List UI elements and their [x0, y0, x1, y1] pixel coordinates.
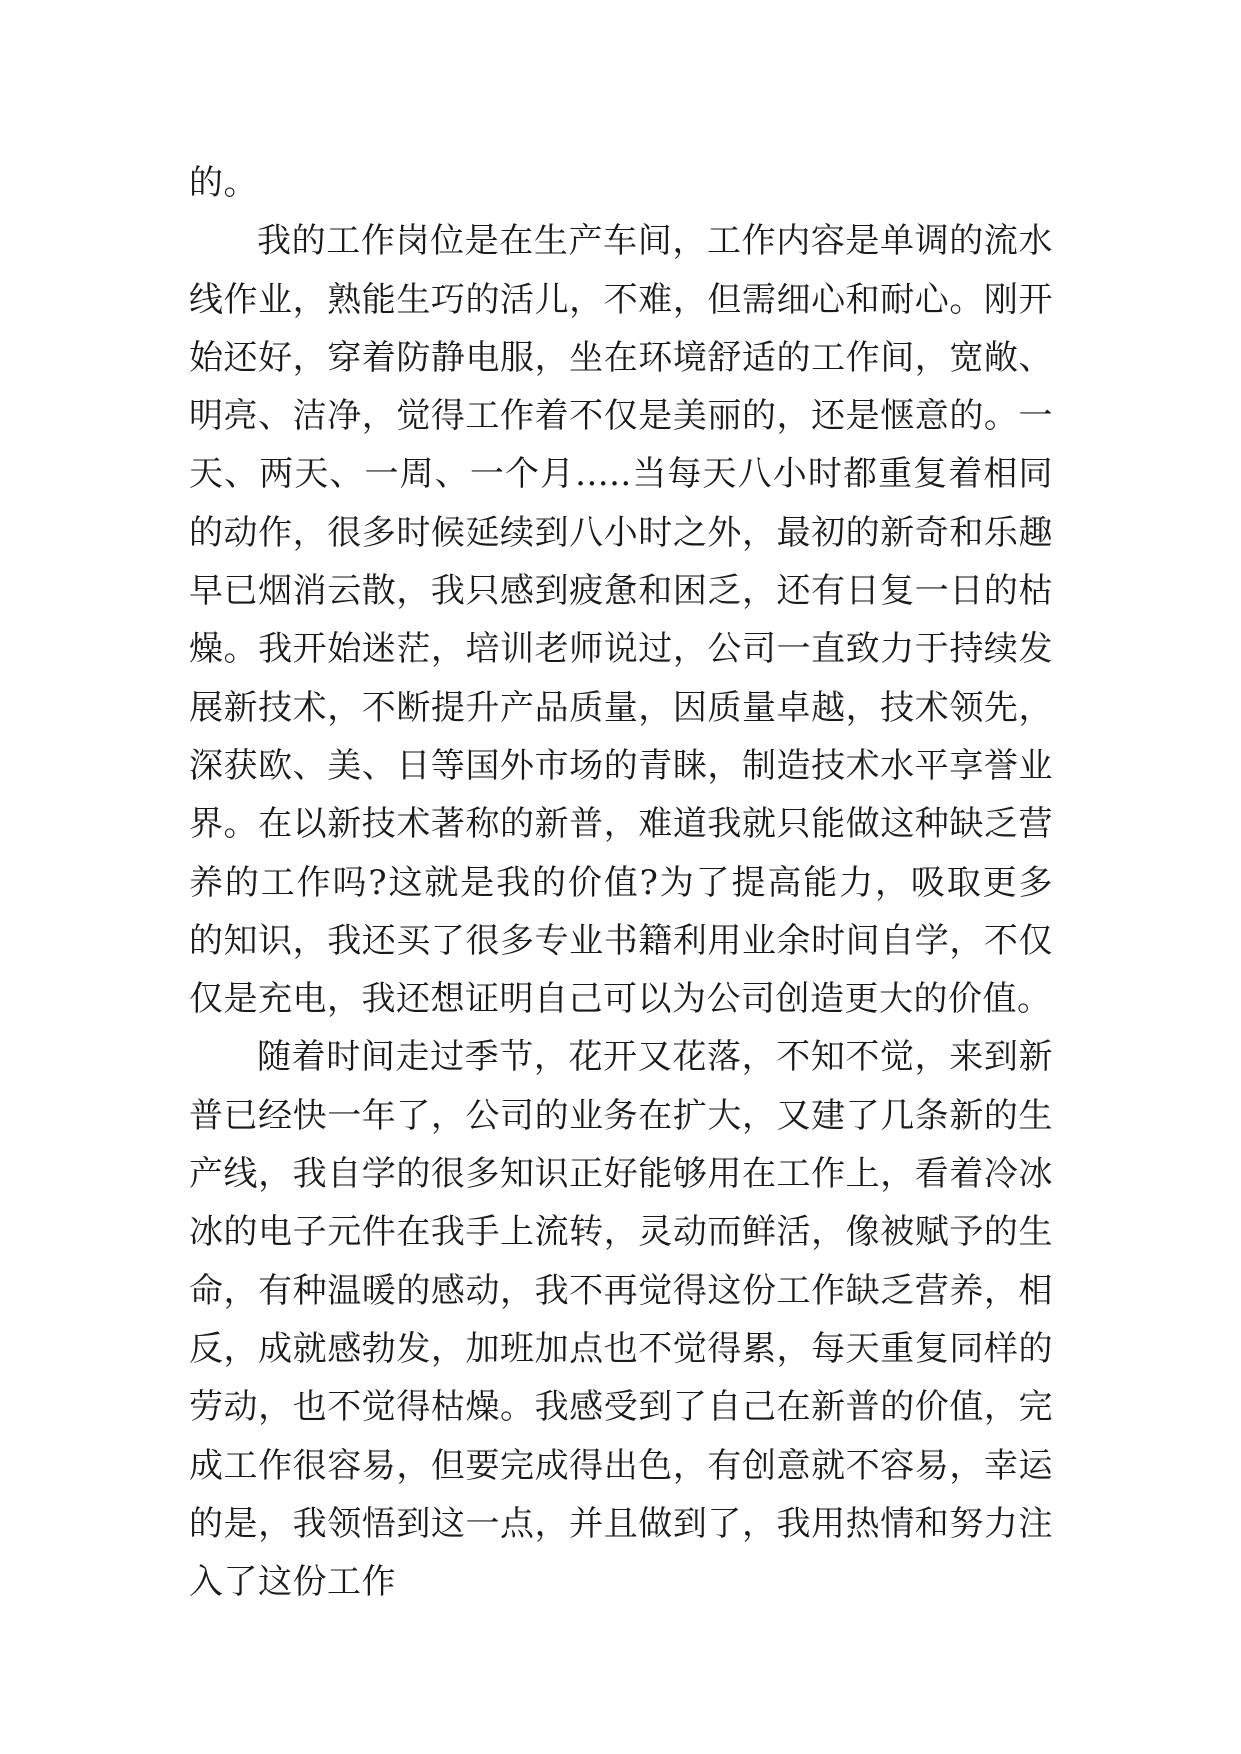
- document-body: [189, 154, 1053, 1611]
- paragraph-continuation: 的。: [189, 163, 258, 203]
- paragraph-growth: 随着时间走过季节，花开又花落，不知不觉，来到新普已经快一年了，公司的业务在扩大，又建了几条新的生产线，我自学的很多知识正好能够用在工作上，看着冷冰冰的电子元件在我手上流转，灵动而鲜活，像被赋予的生命，有种温暖的感动，我不再觉得这份工作缺乏营养，相反，成就感勃发，加班加点也不觉得累，每天重复同样的劳动，也不觉得枯燥。我感受到了自己在新普的价值，完成工作很容易，但要完成得出色，有创意就不容易，幸运的是，我领悟到这一点，并且做到了，我用热情和努力注入了这份工作: [189, 1037, 1053, 1603]
- paragraph-job-description: 我的工作岗位是在生产车间，工作内容是单调的流水线作业，熟能生巧的活儿，不难，但需细心和耐心。刚开始还好，穿着防静电服，坐在环境舒适的工作间，宽敞、明亮、洁净，觉得工作着不仅是美丽的，还是惬意的。一天、两天、一周、一个月.....当每天八小时都重复着相同的动作，很多时候延续到八小时之外，最初的新奇和乐趣早已烟消云散，我只感到疲惫和困乏，还有日复一日的枯燥。我开始迷茫，培训老师说过，公司一直致力于持续发展新技术，不断提升产品质量，因质量卓越，技术领先，深获欧、美、日等国外市场的青睐，制造技术水平享誉业界。在以新技术著称的新普，难道我就只能做这种缺乏营养的工作吗?这就是我的价值?为了提高能力，吸取更多的知识，我还买了很多专业书籍利用业余时间自学，不仅仅是充电，我还想证明自己可以为公司创造更大的价值。: [189, 221, 1053, 1020]
